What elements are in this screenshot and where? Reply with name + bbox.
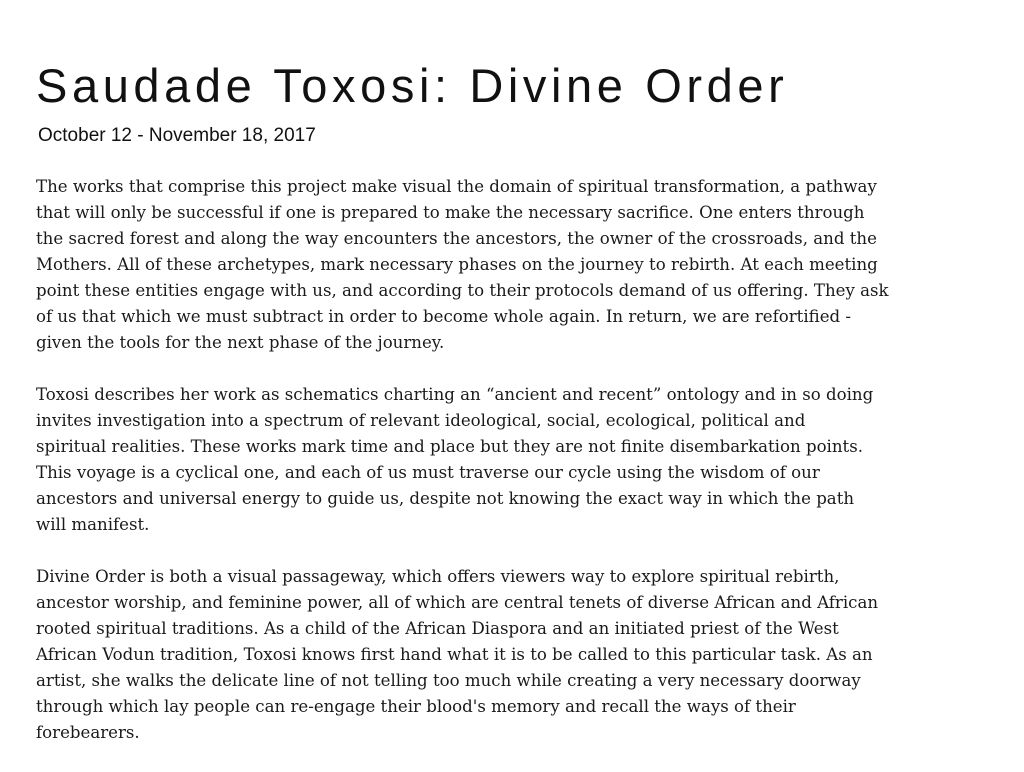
paragraph-2 xyxy=(36,382,996,538)
text-line: Mothers. All of these archetypes, mark necessary phases on the journey to rebirth. At each meeting xyxy=(36,255,878,274)
text-line: Toxosi describes her work as schematics charting an “ancient and recent” ontology and in so doing xyxy=(36,385,874,404)
text-line: will manifest. xyxy=(36,515,150,534)
text-line: through which lay people can re-engage their blood's memory and recall the ways of their xyxy=(36,697,796,716)
text-line: spiritual realities. These works mark time and place but they are not finite disembarkation points. xyxy=(36,437,864,456)
page-title: Saudade Toxosi: Divine Order xyxy=(36,59,789,112)
text-line: artist, she walks the delicate line of not telling too much while creating a very necessary doorway xyxy=(36,671,861,690)
text-line: of us that which we must subtract in order to become whole again. In return, we are refortified - xyxy=(36,307,852,326)
text-line: rooted spiritual traditions. As a child of the African Diaspora and an initiated priest of the West xyxy=(36,619,839,638)
text-line: given the tools for the next phase of the journey. xyxy=(36,333,445,352)
text-line: The works that comprise this project make visual the domain of spiritual transformation, a pathway xyxy=(36,177,877,196)
paragraph-3 xyxy=(36,564,996,746)
text-line: forebearers. xyxy=(36,723,140,742)
text-line: the sacred forest and along the way encounters the ancestors, the owner of the crossroads, and the xyxy=(36,229,877,248)
text-line: ancestors and universal energy to guide us, despite not knowing the exact way in which the path xyxy=(36,489,855,508)
text-line: This voyage is a cyclical one, and each of us must traverse our cycle using the wisdom of our xyxy=(36,463,820,482)
text-line: Divine Order is both a visual passageway, which offers viewers way to explore spiritual rebirth, xyxy=(36,567,840,586)
text-line: African Vodun tradition, Toxosi knows first hand what it is to be called to this particular task. As an xyxy=(36,645,873,664)
text-line: ancestor worship, and feminine power, all of which are central tenets of diverse African and African xyxy=(36,593,879,612)
body-text xyxy=(36,174,996,772)
text-line: that will only be successful if one is prepared to make the necessary sacrifice. One enters through xyxy=(36,203,865,222)
text-line: invites investigation into a spectrum of relevant ideological, social, ecological, political and xyxy=(36,411,806,430)
date-range: October 12 - November 18, 2017 xyxy=(38,125,316,146)
text-line: point these entities engage with us, and according to their protocols demand of us offering. They ask xyxy=(36,281,889,300)
paragraph-1 xyxy=(36,174,996,356)
